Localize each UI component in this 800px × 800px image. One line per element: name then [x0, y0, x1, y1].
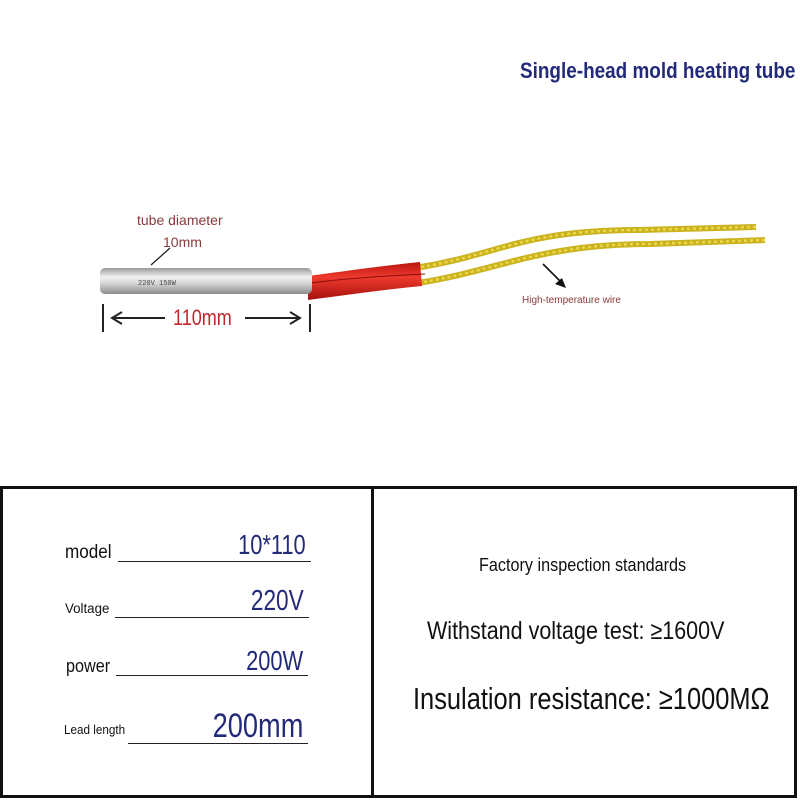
tube-diameter-value: 10mm — [163, 234, 202, 250]
metal-tube — [100, 268, 312, 294]
spec-label-power: power — [66, 656, 111, 676]
spec-value-voltage: 220V — [251, 585, 304, 617]
tube-length-label: 110mm — [173, 305, 232, 330]
spec-label-voltage: Voltage — [65, 600, 110, 616]
tube-marking: 220V 150W — [138, 280, 176, 288]
withstand-voltage-test: Withstand voltage test: ≥1600V — [427, 617, 725, 645]
product-title: Single-head mold heating tube — [520, 58, 796, 83]
wire-lower — [418, 240, 765, 283]
spec-value-power: 200W — [245, 645, 303, 676]
spec-table — [0, 486, 797, 798]
standards-title: Factory inspection standards — [479, 555, 687, 575]
spec-value-lead-length: 200mm — [212, 707, 303, 745]
spec-value-model: 10*110 — [238, 529, 306, 560]
spec-underline — [118, 561, 311, 562]
spec-label-lead-length: Lead length — [64, 722, 126, 737]
insulation-resistance: Insulation resistance: ≥1000MΩ — [413, 681, 770, 716]
high-temperature-wire-label: High-temperature wire — [522, 295, 621, 306]
table-divider — [371, 489, 374, 795]
spec-label-model: model — [65, 542, 112, 563]
tube-diameter-label: tube diameter — [137, 212, 223, 228]
